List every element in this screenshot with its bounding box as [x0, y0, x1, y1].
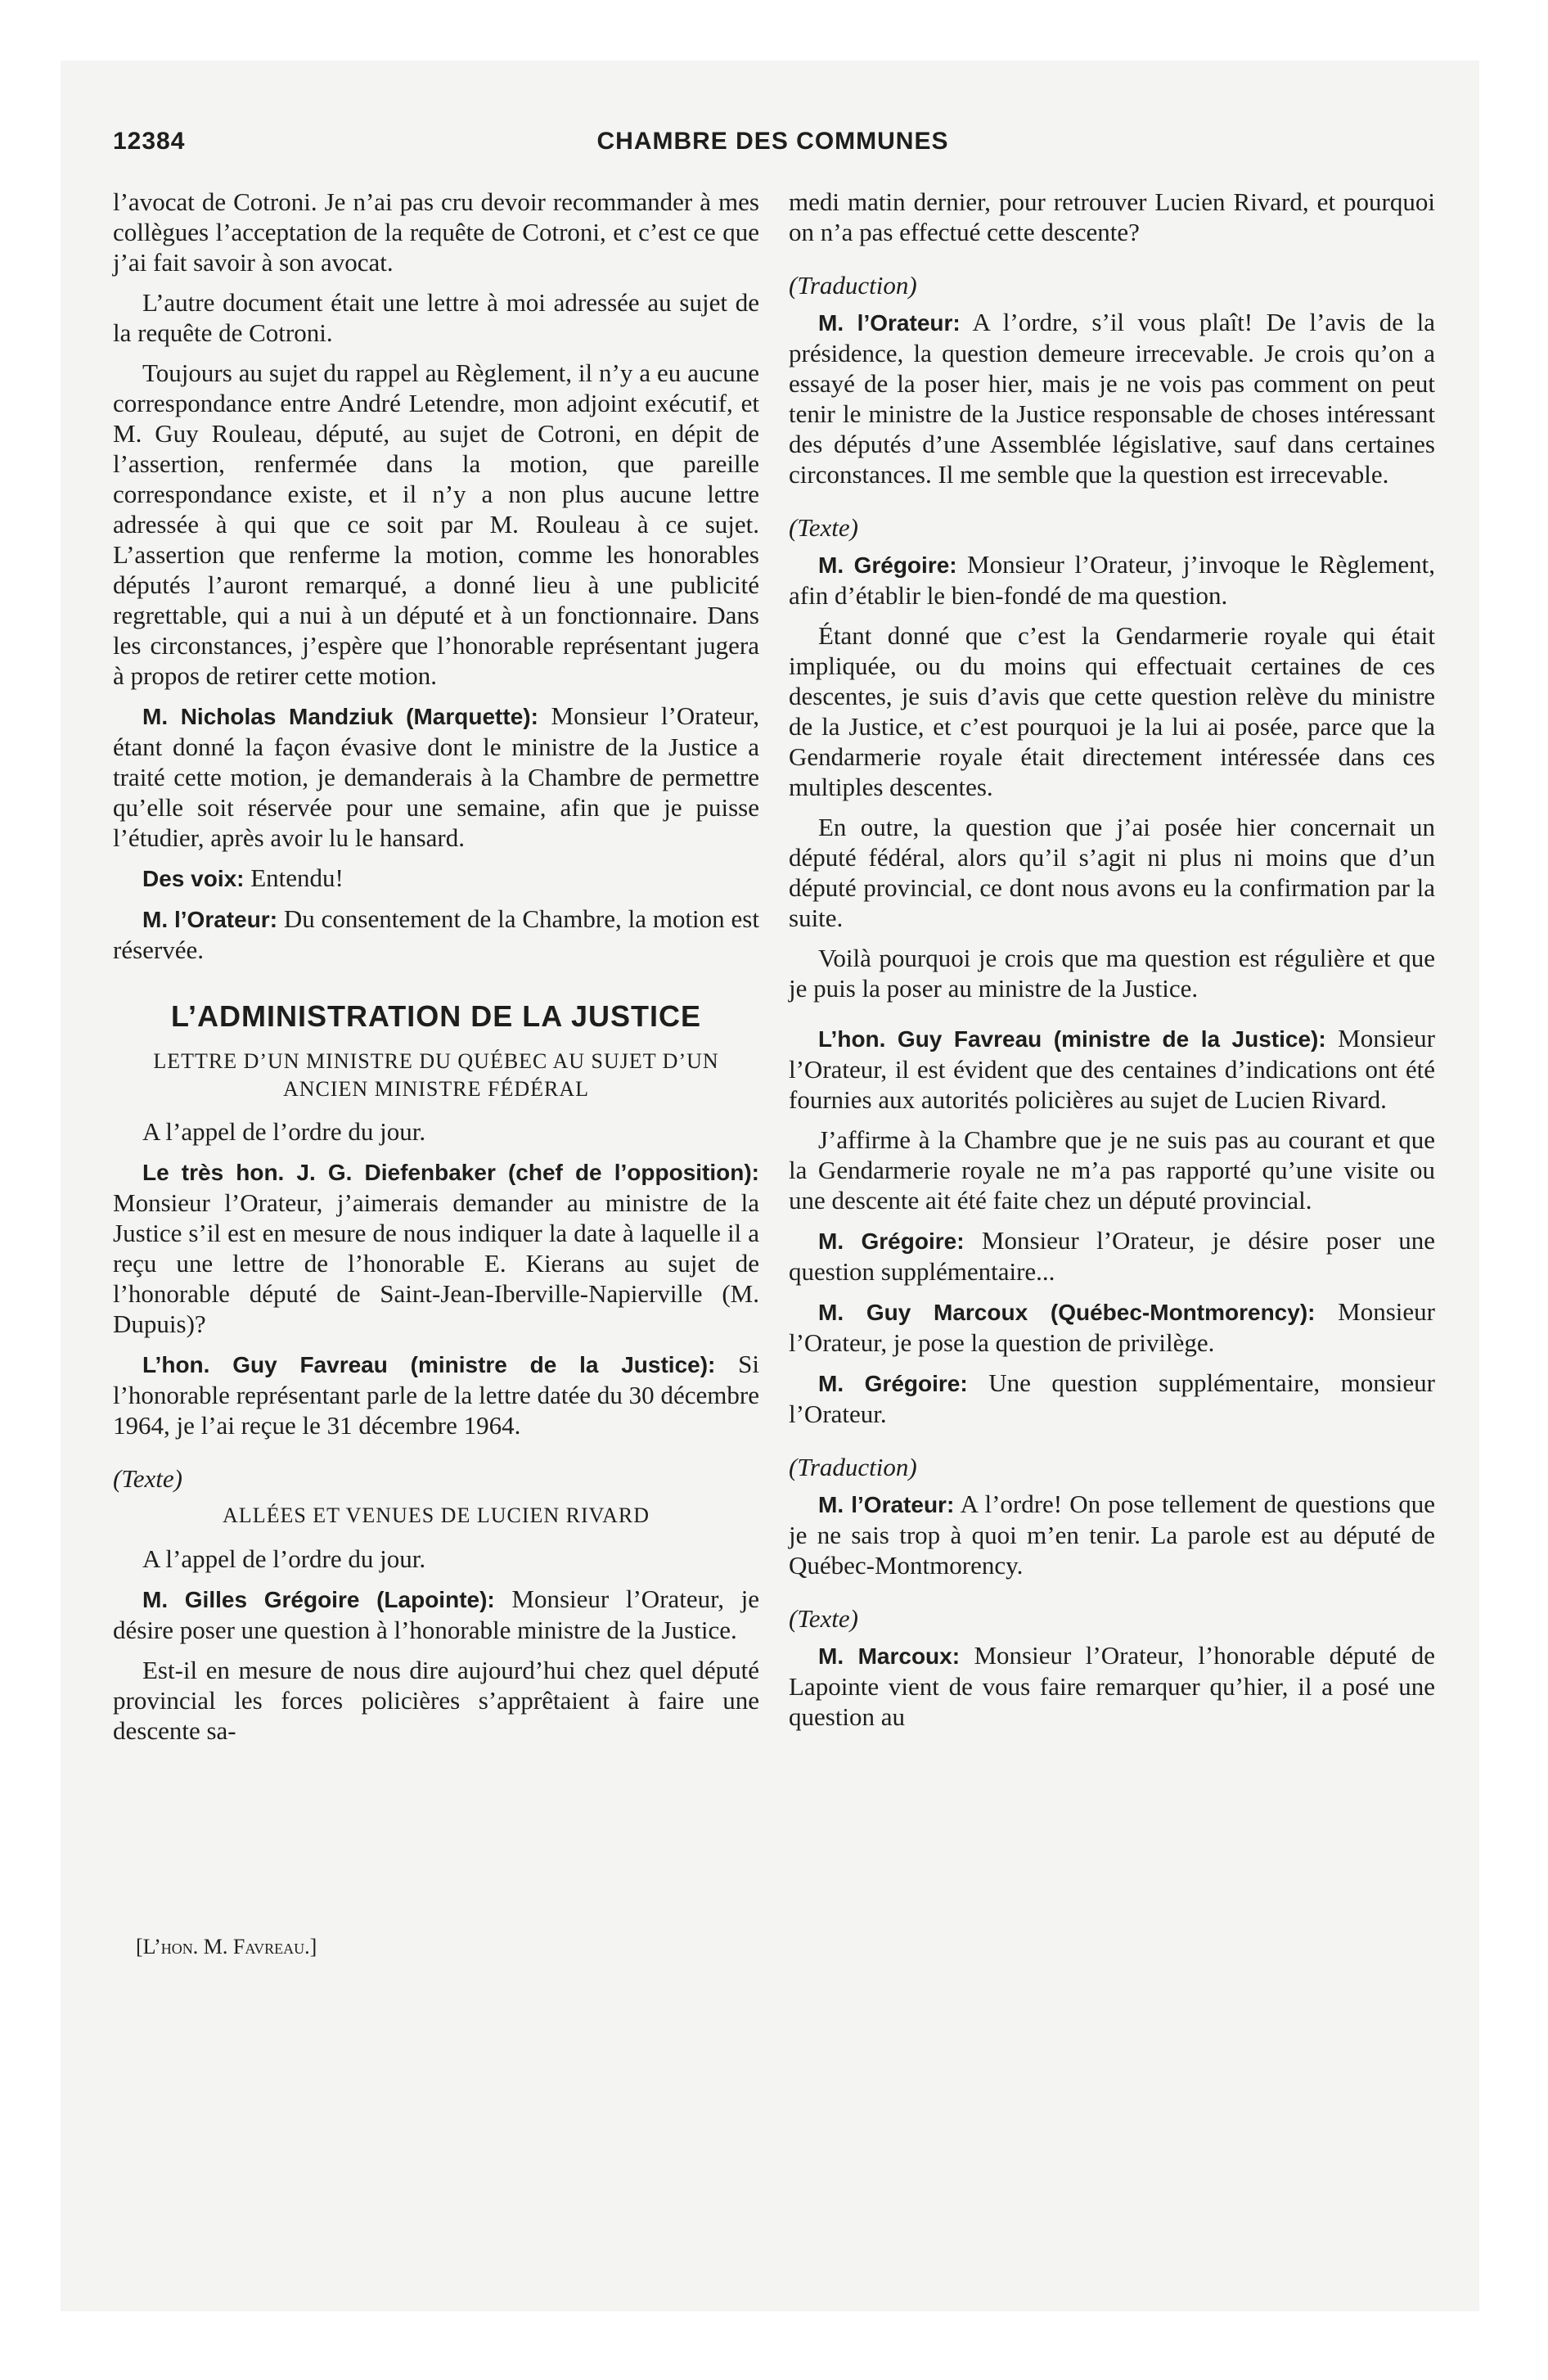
speaker-name: M. Nicholas Mandziuk (Marquette):	[142, 704, 538, 729]
speaker-name: M. Marcoux:	[818, 1643, 961, 1669]
speech	[789, 549, 1435, 611]
language-marker: (Texte)	[789, 1604, 858, 1633]
paragraph: J’affirme à la Chambre que je ne suis pas au courant et que la Gendarmerie royale ne m’a pas rapporté qu’une visite ou une descente ait été faite chez un député provincial.	[789, 1125, 1435, 1215]
speech-text: Du consentement de la Chambre, la motion est réservée.	[113, 904, 759, 964]
right-column	[789, 187, 1435, 1742]
paragraph: A l’appel de l’ordre du jour.	[142, 1117, 426, 1146]
speech	[789, 1368, 1435, 1429]
left-column	[113, 187, 759, 1756]
paragraph: Est-il en mesure de nous dire aujourd’hui chez quel député provincial les forces policières s’apprêtaient à faire une descente sa-	[113, 1656, 759, 1745]
speech	[113, 1156, 759, 1339]
speech	[113, 1349, 759, 1440]
speech-text: Monsieur l’Orateur, j’aimerais demander au ministre de la Justice s’il est en mesure de nous indiquer la date à laquelle il a reçu une lettre de l’honorable E. Kierans au sujet de l’honorable député de Saint-Jean-Iberville-Napierville (M. Dupuis)?	[113, 1188, 759, 1338]
page-title: CHAMBRE DES COMMUNES	[596, 128, 949, 155]
speech-text: Une question supplémentaire, monsieur l’Orateur.	[789, 1368, 1435, 1428]
speaker-name: Des voix:	[142, 866, 245, 891]
page-sheet	[61, 61, 1479, 2311]
subsection-title: LETTRE D’UN MINISTRE DU QUÉBEC AU SUJET D’UN ANCIEN MINISTRE FÉDÉRAL	[153, 1049, 719, 1101]
speech	[789, 307, 1435, 489]
paragraph: Toujours au sujet du rappel au Règlement, il n’y a eu aucune correspondance entre André Letendre, mon adjoint exécutif, et M. Guy Rouleau, député, au sujet de Cotroni, en dépit de l’assertion, renfermée dans la motion, que pareille correspondance existe, et il n’y a non plus aucune lettre adressée à qui que ce soit par M. Rouleau à ce sujet. L’assertion que renferme la motion, comme les honorables députés l’auront remarqué, a donné lieu à une publicité regrettable, qui a nui à un député et à un fonctionnaire. Dans les circonstances, j’espère que l’honorable représentant jugera à propos de retirer cette motion.	[113, 358, 759, 690]
speech-text: A l’ordre, s’il vous plaît! De l’avis de la présidence, la question demeure irrecevable. Je crois qu’on a essayé de la poser hier, mais je ne vois pas comment on peut tenir le ministre de la Justice responsable de choses intéressant des députés d’une Assemblée législative, sauf dans certaines circonstances. Il me semble que la question est irrecevable.	[789, 308, 1435, 489]
paragraph: A l’appel de l’ordre du jour.	[142, 1544, 426, 1573]
paragraph: L’autre document était une lettre à moi adressée au sujet de la requête de Cotroni.	[113, 288, 759, 347]
speech	[113, 863, 759, 894]
speech-text: Monsieur l’Orateur, il est évident que des centaines d’indications ont été fournies aux autorités policières au sujet de Lucien Rivard.	[789, 1024, 1435, 1114]
speech	[789, 1296, 1435, 1358]
paragraph: medi matin dernier, pour retrouver Lucien Rivard, et pourquoi on n’a pas effectué cette descente?	[789, 187, 1435, 246]
speaker-name: M. l’Orateur:	[818, 1492, 955, 1517]
speech-text: Entendu!	[244, 863, 344, 892]
language-marker: (Texte)	[113, 1464, 182, 1493]
speaker-name: M. Grégoire:	[818, 1371, 968, 1396]
speech	[789, 1225, 1435, 1287]
paragraph: En outre, la question que j’ai posée hier concernait un député fédéral, alors qu’il s’agit ni plus ni moins que d’un député provincial, ce dont nous avons eu la confirmation par la suite.	[789, 813, 1435, 932]
language-marker: (Texte)	[789, 513, 858, 542]
paragraph: Voilà pourquoi je crois que ma question est régulière et que je puis la poser au ministre de la Justice.	[789, 944, 1435, 1003]
section-title: L’ADMINISTRATION DE LA JUSTICE	[170, 999, 701, 1033]
speech	[789, 1023, 1435, 1115]
speech	[789, 1489, 1435, 1580]
speaker-name: Le très hon. J. G. Diefenbaker (chef de l’opposition):	[142, 1160, 759, 1185]
speaker-name: L’hon. Guy Favreau (ministre de la Justice):	[142, 1352, 716, 1377]
speech	[113, 904, 759, 965]
language-marker: (Traduction)	[789, 1453, 917, 1481]
speech	[113, 1584, 759, 1645]
speaker-name: M. l’Orateur:	[142, 907, 278, 932]
speaker-name: M. Grégoire:	[818, 552, 957, 578]
speaker-name: M. Guy Marcoux (Québec-Montmorency):	[818, 1300, 1316, 1325]
speech	[113, 701, 759, 853]
footer-note: [L’hon. M. Favreau.]	[136, 1935, 317, 1959]
speech-text: Monsieur l’Orateur, je désire poser une question supplémentaire...	[789, 1226, 1435, 1286]
speech	[789, 1640, 1435, 1732]
speech-text: A l’ordre! On pose tellement de questions que je ne sais trop à quoi m’en tenir. La parole est au député de Québec-Montmorency.	[789, 1490, 1435, 1580]
page-number: 12384	[113, 128, 186, 155]
subsection-title: ALLÉES ET VENUES DE LUCIEN RIVARD	[223, 1503, 650, 1527]
speech-text: Monsieur l’Orateur, je désire poser une question à l’honorable ministre de la Justice.	[113, 1584, 760, 1644]
speech-text: Monsieur l’Orateur, l’honorable député de Lapointe vient de vous faire remarquer qu’hier, il a posé une question au	[789, 1641, 1435, 1731]
speech-text: Si l’honorable représentant parle de la lettre datée du 30 décembre 1964, je l’ai reçue le 31 décembre 1964.	[113, 1350, 759, 1440]
speaker-name: M. l’Orateur:	[818, 310, 961, 336]
speaker-name: M. Grégoire:	[818, 1228, 965, 1254]
paragraph: l’avocat de Cotroni. Je n’ai pas cru devoir recommander à mes collègues l’acceptation de la requête de Cotroni, et c’est ce que j’ai fait savoir à son avocat.	[113, 187, 759, 277]
speech-text: Monsieur l’Orateur, étant donné la façon évasive dont le ministre de la Justice a traité cette motion, je demanderais à la Chambre de permettre qu’elle soit réservée pour une semaine, afin que je puisse l’étudier, après avoir lu le hansard.	[113, 701, 760, 852]
speech-text: Monsieur l’Orateur, j’invoque le Règlement, afin d’établir le bien-fondé de ma question.	[789, 550, 1435, 610]
speaker-name: L’hon. Guy Favreau (ministre de la Justice):	[818, 1026, 1326, 1052]
language-marker: (Traduction)	[789, 271, 917, 300]
speech-text: Monsieur l’Orateur, je pose la question de privilège.	[789, 1297, 1435, 1357]
page-header	[113, 128, 1433, 160]
speaker-name: M. Gilles Grégoire (Lapointe):	[142, 1587, 495, 1612]
paragraph: Étant donné que c’est la Gendarmerie royale qui était impliquée, ou du moins qui effectuait certaines de ces descentes, je suis d’avis que cette question relève du ministre de la Justice, et c’est pourquoi je la lui ai posée, parce que la Gendarmerie royale était directement intéressée dans ces multiples descentes.	[789, 621, 1435, 801]
